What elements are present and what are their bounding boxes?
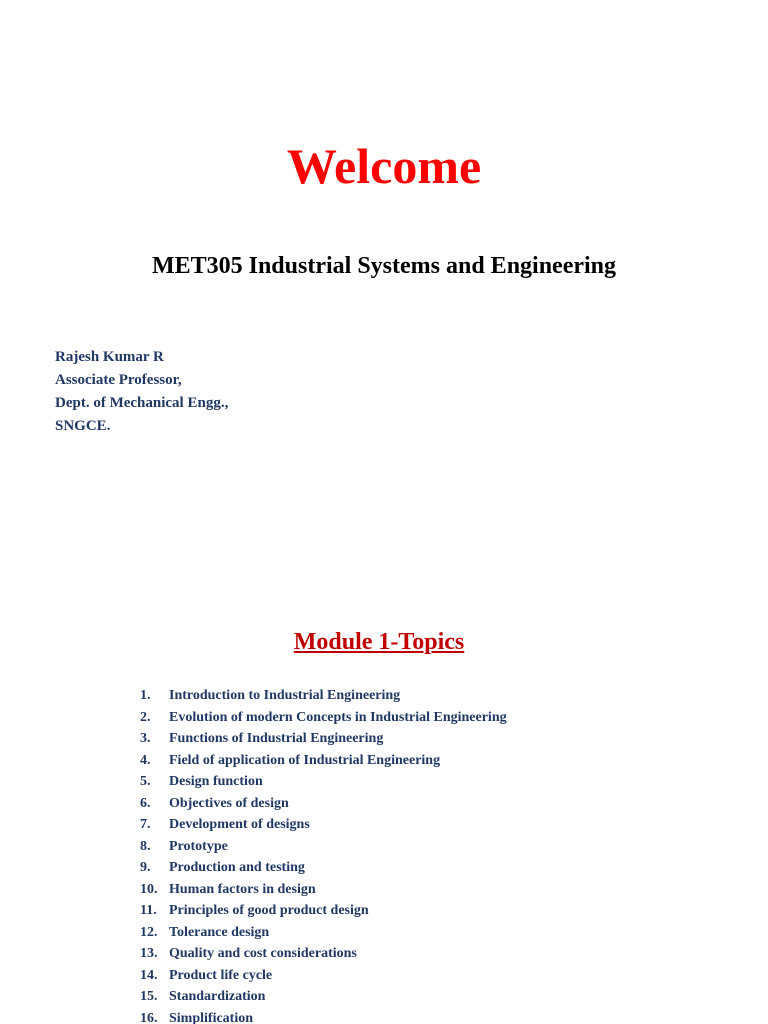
- topic-text: Tolerance design: [169, 924, 270, 940]
- author-block: [55, 346, 228, 438]
- author-department: Dept. of Mechanical Engg.,: [55, 395, 229, 411]
- author-designation: Associate Professor,: [55, 372, 182, 388]
- topic-number: 12.: [140, 924, 158, 940]
- topic-item: [140, 771, 507, 793]
- topic-text: Design function: [169, 774, 263, 789]
- topic-text: Functions of Industrial Engineering: [169, 731, 384, 746]
- topic-text: Principles of good product design: [169, 903, 369, 918]
- topic-number: 3.: [140, 731, 151, 746]
- topic-text: Quality and cost considerations: [169, 946, 357, 961]
- topic-item: [140, 965, 507, 987]
- topic-text: Prototype: [169, 838, 228, 854]
- topic-text: Field of application of Industrial Engineering: [169, 752, 441, 768]
- topic-number: 11.: [140, 903, 157, 918]
- topic-number: 1.: [140, 688, 151, 703]
- topic-item: [140, 857, 507, 879]
- topic-item: [140, 922, 507, 944]
- topic-item: [140, 707, 507, 729]
- topic-text: Simplification: [169, 1010, 254, 1024]
- module-heading: Module 1-Topics: [293, 629, 465, 655]
- author-institution: SNGCE.: [55, 418, 111, 434]
- topic-number: 8.: [140, 838, 151, 854]
- topic-number: 10.: [140, 881, 158, 897]
- topic-item: [140, 685, 507, 707]
- topic-item: [140, 900, 507, 922]
- topic-item: [140, 750, 507, 772]
- author-name: Rajesh Kumar R: [55, 349, 164, 365]
- topic-item: [140, 986, 507, 1008]
- topic-number: 9.: [140, 860, 151, 875]
- topic-item: [140, 943, 507, 965]
- topic-item: [140, 879, 507, 901]
- topic-number: 4.: [140, 752, 151, 768]
- topic-text: Human factors in design: [169, 881, 316, 897]
- topic-number: 15.: [140, 989, 158, 1004]
- topic-text: Objectives of design: [169, 795, 289, 811]
- topic-text: Introduction to Industrial Engineering: [169, 688, 401, 703]
- topic-item: [140, 836, 507, 858]
- topic-item: [140, 814, 507, 836]
- topic-number: 16.: [140, 1010, 158, 1024]
- topic-item: [140, 728, 507, 750]
- topics-list: [140, 685, 507, 1024]
- topic-number: 14.: [140, 967, 158, 983]
- topic-item: [140, 793, 507, 815]
- topic-number: 7.: [140, 817, 151, 832]
- topic-text: Product life cycle: [169, 967, 273, 983]
- topic-number: 6.: [140, 795, 151, 811]
- topic-text: Standardization: [169, 989, 266, 1004]
- topic-item: [140, 1008, 507, 1024]
- topic-text: Development of designs: [169, 817, 310, 832]
- course-title: MET305 Industrial Systems and Engineering: [151, 253, 617, 279]
- welcome-title: Welcome: [286, 138, 482, 194]
- topic-number: 13.: [140, 946, 158, 961]
- topic-text: Evolution of modern Concepts in Industrial Engineering: [169, 709, 507, 725]
- topic-number: 2.: [140, 709, 151, 725]
- topic-number: 5.: [140, 774, 151, 789]
- topic-text: Production and testing: [169, 860, 305, 875]
